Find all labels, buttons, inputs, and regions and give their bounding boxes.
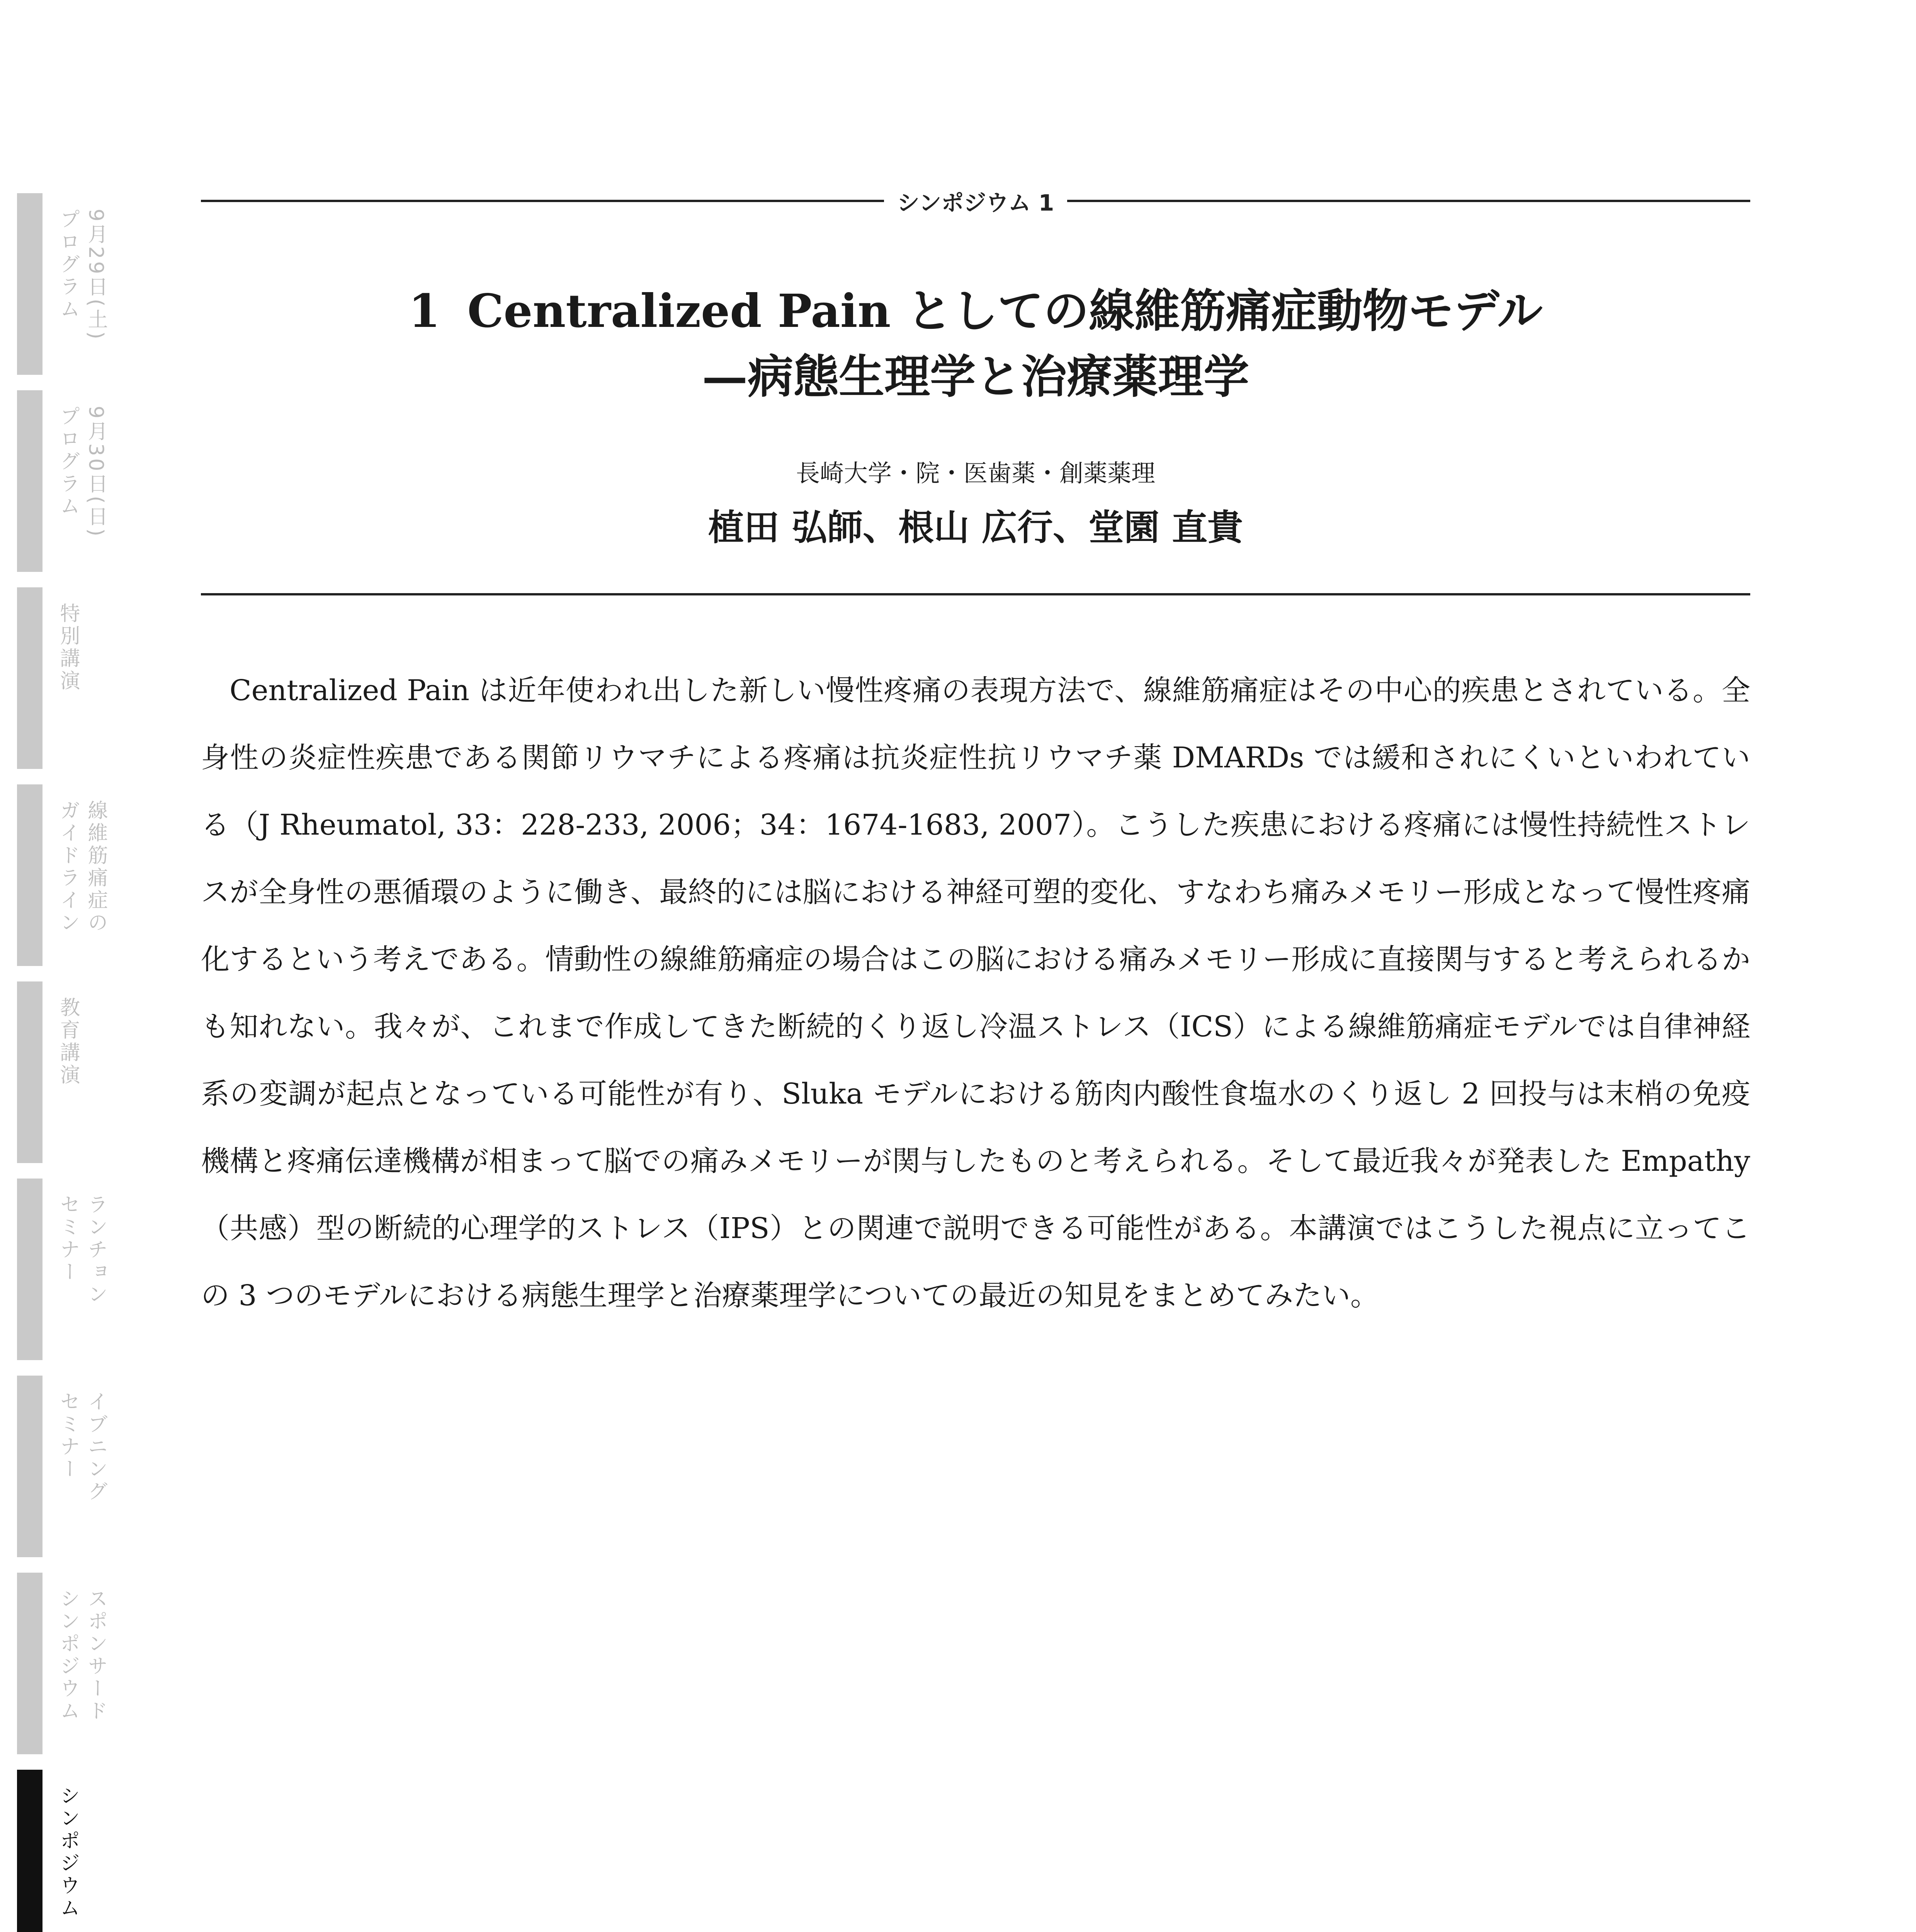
side-tab-label: 教育講演 (56, 997, 80, 1087)
section-label: シンポジウム 1 (897, 190, 1054, 216)
side-tab-label: ランチョン セミナー (56, 1194, 107, 1306)
tab-bar (17, 1179, 43, 1360)
tab-bar (17, 390, 43, 572)
title-text: Centralized Pain としての線維筋痛症動物モデル (467, 284, 1543, 338)
tab-bar (17, 1376, 43, 1557)
side-tab-label: イブニング セミナー (56, 1391, 107, 1503)
side-tab-label: 線維筋痛症の ガイドライン (56, 800, 107, 934)
tab-bar (17, 193, 43, 375)
header-rule-right (1067, 200, 1750, 202)
title-main (201, 278, 1750, 344)
abstract-body (201, 657, 1750, 1329)
side-tab-symposium (0, 1770, 124, 1932)
affiliation: 長崎大学・院・医歯薬・創薬薬理 (796, 459, 1155, 487)
side-tab-label: シンポジウム (56, 1785, 80, 1920)
header-rule-left (201, 200, 884, 202)
side-tab-program-sat (0, 193, 124, 375)
side-tab-label: スポンサード シンポジウム (56, 1588, 107, 1723)
authors: 植田 弘師、根山 広行、堂園 直貴 (708, 507, 1243, 548)
abstract-text: Centralized Pain は近年使われ出した新しい慢性疼痛の表現方法で、線維筋痛症はその中心的疾患とされている。全身性の炎症性疾患である関節リウマチによる疼痛は抗炎症性抗リウマチ薬 DMARDs では緩和されにくいといわれている（J Rheumatol, 33：228-233, 2006；34：1674-1683, 2007）。こうした疾患における疼痛には慢性持続性ストレスが全身性の悪循環のように働き、最終的には脳における神経可塑的変化、すなわち痛みメモリー形成となって慢性疼痛化するという考えである。情動性の線維筋痛症の場合はこの脳における痛みメモリー形成に直接関与すると考えられるかも知れない。我々が、これまで作成してきた断続的くり返し冷温ストレス（ICS）による線維筋痛症モデルでは自律神経系の変調が起点となっている可能性が有り、Sluka モデルにおける筋肉内酸性食塩水のくり返し 2 回投与は末梢の免疫機構と疼痛伝達機構が相まって脳での痛みメモリーが関与したものと考えられる。そして最近我々が発表した Empathy（共感）型の断続的心理学的ストレス（IPS）との関連で説明できる可能性がある。本講演ではこうした視点に立ってこの 3 つのモデルにおける病態生理学と治療薬理学についての最近の知見をまとめてみたい。 (201, 674, 1750, 1312)
side-tab-education-lecture (0, 981, 124, 1163)
side-tab-label: 9月29日(土) プログラム (56, 209, 107, 342)
side-tab-label: 9月30日(日) プログラム (56, 406, 107, 539)
side-tab-sponsored (0, 1573, 124, 1754)
side-tab-program-sun (0, 390, 124, 572)
title-subtitle: —病態生理学と治療薬理学 (702, 350, 1249, 403)
tab-bar (17, 981, 43, 1163)
side-tab-special-lecture (0, 587, 124, 769)
running-header (201, 182, 1750, 220)
side-tab-label: 特別講演 (56, 603, 80, 692)
title-number: 1 (408, 284, 440, 338)
tab-bar (17, 587, 43, 769)
title-block (201, 278, 1750, 553)
side-tab-evening (0, 1376, 124, 1557)
tab-bar (17, 1770, 43, 1932)
tab-bar (17, 784, 43, 966)
tab-bar (17, 1573, 43, 1754)
title-divider (201, 593, 1750, 595)
side-tab-guideline (0, 784, 124, 966)
side-tab-luncheon (0, 1179, 124, 1360)
